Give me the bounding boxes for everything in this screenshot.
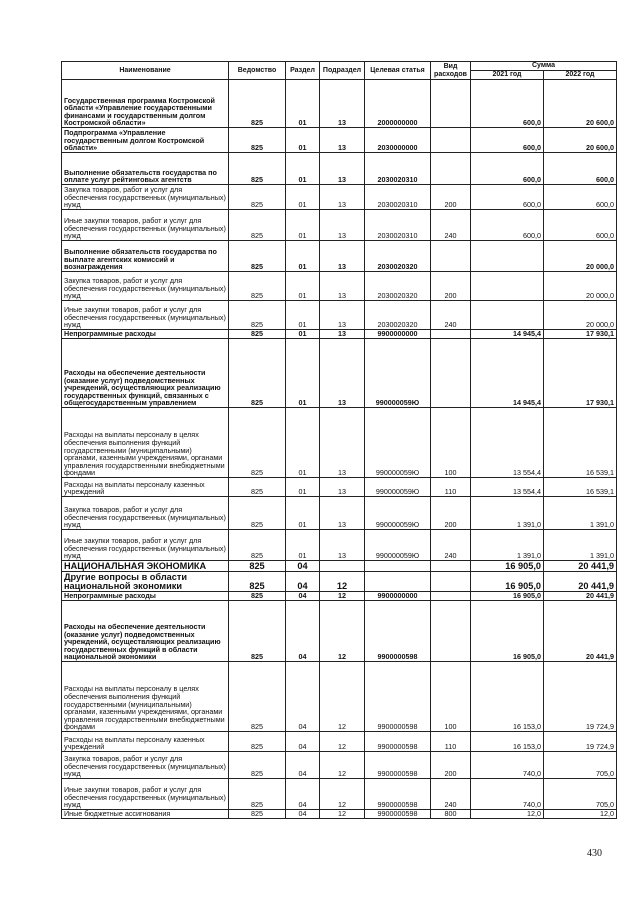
cell-dept: 825 <box>229 339 286 408</box>
cell-name: Иные закупки товаров, работ и услуг для обеспечения государственных (муниципальных) нужд <box>62 210 229 241</box>
cell-2022: 19 724,9 <box>544 662 617 732</box>
cell-target: 2030020320 <box>365 272 431 301</box>
cell-dept: 825 <box>229 210 286 241</box>
cell-dept: 825 <box>229 592 286 601</box>
table-row <box>62 185 617 210</box>
cell-2021: 14 945,4 <box>471 339 544 408</box>
cell-subsection: 12 <box>320 732 365 752</box>
cell-2021: 600,0 <box>471 210 544 241</box>
table-row <box>62 272 617 301</box>
cell-2021: 600,0 <box>471 153 544 185</box>
cell-2022: 1 391,0 <box>544 497 617 530</box>
cell-name: Иные закупки товаров, работ и услуг для обеспечения государственных (муниципальных) нужд <box>62 779 229 810</box>
cell-section: 04 <box>286 662 320 732</box>
cell-2021: 16 905,0 <box>471 592 544 601</box>
cell-name: Непрограммные расходы <box>62 592 229 601</box>
cell-subsection: 13 <box>320 185 365 210</box>
table-row <box>62 128 617 153</box>
cell-target: 9900000598 <box>365 601 431 662</box>
cell-target: 9900000598 <box>365 779 431 810</box>
cell-target: 9900000598 <box>365 732 431 752</box>
cell-section: 04 <box>286 572 320 592</box>
cell-type: 240 <box>431 301 471 330</box>
cell-section: 04 <box>286 561 320 572</box>
col-header-name: Наименование <box>62 62 229 80</box>
table-row <box>62 339 617 408</box>
table-row <box>62 80 617 128</box>
cell-dept: 825 <box>229 732 286 752</box>
cell-type: 240 <box>431 530 471 561</box>
cell-type <box>431 339 471 408</box>
cell-type: 100 <box>431 662 471 732</box>
cell-subsection: 13 <box>320 241 365 272</box>
cell-target: 2030000000 <box>365 128 431 153</box>
cell-subsection: 13 <box>320 408 365 478</box>
cell-target: 990000059Ю <box>365 339 431 408</box>
table-row <box>62 210 617 241</box>
cell-2021: 1 391,0 <box>471 497 544 530</box>
cell-target <box>365 572 431 592</box>
cell-name: Подпрограмма «Управление государственным долгом Костромской области» <box>62 128 229 153</box>
cell-name: Закупка товаров, работ и услуг для обеспечения государственных (муниципальных) нужд <box>62 272 229 301</box>
table-row <box>62 330 617 339</box>
cell-2022: 20 000,0 <box>544 241 617 272</box>
cell-type: 200 <box>431 752 471 779</box>
cell-target: 2000000000 <box>365 80 431 128</box>
cell-type <box>431 330 471 339</box>
table-body <box>62 80 617 819</box>
cell-target: 9900000000 <box>365 592 431 601</box>
cell-type: 100 <box>431 408 471 478</box>
budget-table-page <box>61 61 616 819</box>
cell-2021: 13 554,4 <box>471 408 544 478</box>
cell-subsection: 13 <box>320 530 365 561</box>
cell-section: 01 <box>286 80 320 128</box>
cell-type <box>431 80 471 128</box>
cell-type <box>431 572 471 592</box>
cell-section: 04 <box>286 601 320 662</box>
cell-2022: 20 441,9 <box>544 601 617 662</box>
cell-type <box>431 561 471 572</box>
table-row <box>62 752 617 779</box>
cell-subsection <box>320 561 365 572</box>
cell-dept: 825 <box>229 301 286 330</box>
cell-2021 <box>471 272 544 301</box>
col-header-2022: 2022 год <box>544 71 617 80</box>
col-header-target: Целевая статья <box>365 62 431 80</box>
table-row <box>62 810 617 819</box>
cell-target: 9900000000 <box>365 330 431 339</box>
cell-target: 990000059Ю <box>365 408 431 478</box>
cell-subsection: 12 <box>320 779 365 810</box>
cell-2021: 12,0 <box>471 810 544 819</box>
cell-type: 110 <box>431 478 471 497</box>
cell-section: 01 <box>286 210 320 241</box>
cell-name: Непрограммные расходы <box>62 330 229 339</box>
cell-section: 04 <box>286 810 320 819</box>
col-header-type: Вид расходов <box>431 62 471 80</box>
cell-name: Государственная программа Костромской области «Управление государственными финансами и государственным долгом Костромской области» <box>62 80 229 128</box>
cell-target: 2030020310 <box>365 185 431 210</box>
cell-subsection: 12 <box>320 662 365 732</box>
cell-name: Выполнение обязательств государства по выплате агентских комиссий и вознаграждения <box>62 241 229 272</box>
cell-name: Иные бюджетные ассигнования <box>62 810 229 819</box>
cell-2022: 17 930,1 <box>544 339 617 408</box>
cell-section: 01 <box>286 301 320 330</box>
cell-dept: 825 <box>229 408 286 478</box>
cell-name: Расходы на обеспечение деятельности (оказание услуг) подведомственных учреждений, осуществляющих реализацию государственных функций, связанных с общегосударственным управлением <box>62 339 229 408</box>
cell-target: 2030020310 <box>365 153 431 185</box>
cell-subsection: 13 <box>320 497 365 530</box>
cell-section: 04 <box>286 732 320 752</box>
cell-2022: 20 441,9 <box>544 572 617 592</box>
budget-table <box>61 61 617 819</box>
cell-dept: 825 <box>229 478 286 497</box>
cell-dept: 825 <box>229 779 286 810</box>
cell-dept: 825 <box>229 128 286 153</box>
cell-section: 01 <box>286 153 320 185</box>
cell-section: 01 <box>286 185 320 210</box>
cell-subsection: 13 <box>320 128 365 153</box>
cell-name: Закупка товаров, работ и услуг для обеспечения государственных (муниципальных) нужд <box>62 497 229 530</box>
cell-2021: 740,0 <box>471 779 544 810</box>
cell-2022: 20 600,0 <box>544 80 617 128</box>
cell-target: 9900000598 <box>365 810 431 819</box>
table-row <box>62 478 617 497</box>
col-header-dept: Ведомство <box>229 62 286 80</box>
cell-target: 9900000598 <box>365 752 431 779</box>
cell-target <box>365 561 431 572</box>
cell-name: Расходы на выплаты персоналу в целях обеспечения выполнения функций государственными (муниципальными) органами, казенными учреждениями, органами управления государственными внебюджетными фондами <box>62 408 229 478</box>
cell-2022: 705,0 <box>544 779 617 810</box>
cell-dept: 825 <box>229 497 286 530</box>
cell-2022: 600,0 <box>544 210 617 241</box>
cell-section: 01 <box>286 128 320 153</box>
table-row <box>62 153 617 185</box>
cell-2021: 14 945,4 <box>471 330 544 339</box>
cell-2022: 20 000,0 <box>544 272 617 301</box>
cell-2022: 16 539,1 <box>544 478 617 497</box>
cell-subsection: 12 <box>320 810 365 819</box>
cell-type: 200 <box>431 497 471 530</box>
table-row <box>62 497 617 530</box>
cell-2021: 16 905,0 <box>471 561 544 572</box>
cell-section: 01 <box>286 272 320 301</box>
cell-dept: 825 <box>229 662 286 732</box>
cell-2021 <box>471 241 544 272</box>
cell-target: 2030020320 <box>365 301 431 330</box>
cell-2021: 16 905,0 <box>471 572 544 592</box>
table-row <box>62 561 617 572</box>
cell-subsection: 13 <box>320 478 365 497</box>
cell-target: 2030020320 <box>365 241 431 272</box>
cell-type: 240 <box>431 210 471 241</box>
cell-name: Другие вопросы в области национальной экономики <box>62 572 229 592</box>
table-row <box>62 592 617 601</box>
col-header-section: Раздел <box>286 62 320 80</box>
cell-section: 01 <box>286 408 320 478</box>
cell-subsection: 13 <box>320 210 365 241</box>
cell-section: 04 <box>286 592 320 601</box>
table-row <box>62 732 617 752</box>
cell-2022: 600,0 <box>544 185 617 210</box>
cell-subsection: 13 <box>320 339 365 408</box>
cell-name: Расходы на выплаты персоналу казенных учреждений <box>62 478 229 497</box>
cell-name: Расходы на обеспечение деятельности (оказание услуг) подведомственных учреждений, осуществляющих реализацию государственных функций в области национальной экономики <box>62 601 229 662</box>
cell-2021 <box>471 301 544 330</box>
cell-name: Расходы на выплаты персоналу казенных учреждений <box>62 732 229 752</box>
cell-2022: 20 600,0 <box>544 128 617 153</box>
cell-type: 240 <box>431 779 471 810</box>
cell-2021: 740,0 <box>471 752 544 779</box>
cell-dept: 825 <box>229 752 286 779</box>
cell-section: 01 <box>286 339 320 408</box>
cell-target: 990000059Ю <box>365 497 431 530</box>
cell-2021: 600,0 <box>471 185 544 210</box>
cell-name: Иные закупки товаров, работ и услуг для обеспечения государственных (муниципальных) нужд <box>62 530 229 561</box>
cell-section: 01 <box>286 330 320 339</box>
cell-2021: 600,0 <box>471 80 544 128</box>
cell-dept: 825 <box>229 153 286 185</box>
cell-2022: 17 930,1 <box>544 330 617 339</box>
cell-name: Закупка товаров, работ и услуг для обеспечения государственных (муниципальных) нужд <box>62 185 229 210</box>
cell-2021: 16 905,0 <box>471 601 544 662</box>
cell-type: 200 <box>431 185 471 210</box>
cell-name: НАЦИОНАЛЬНАЯ ЭКОНОМИКА <box>62 561 229 572</box>
table-row <box>62 241 617 272</box>
cell-2022: 1 391,0 <box>544 530 617 561</box>
cell-target: 9900000598 <box>365 662 431 732</box>
table-row <box>62 779 617 810</box>
cell-2022: 600,0 <box>544 153 617 185</box>
cell-2021: 16 153,0 <box>471 662 544 732</box>
cell-dept: 825 <box>229 810 286 819</box>
cell-subsection: 13 <box>320 153 365 185</box>
cell-2021: 1 391,0 <box>471 530 544 561</box>
cell-dept: 825 <box>229 572 286 592</box>
cell-dept: 825 <box>229 601 286 662</box>
cell-section: 01 <box>286 478 320 497</box>
cell-dept: 825 <box>229 185 286 210</box>
cell-2022: 705,0 <box>544 752 617 779</box>
cell-section: 01 <box>286 241 320 272</box>
cell-2022: 19 724,9 <box>544 732 617 752</box>
page-number: 430 <box>587 848 602 859</box>
cell-subsection: 12 <box>320 572 365 592</box>
cell-dept: 825 <box>229 330 286 339</box>
cell-type: 110 <box>431 732 471 752</box>
cell-2022: 20 441,9 <box>544 592 617 601</box>
cell-subsection: 12 <box>320 752 365 779</box>
cell-section: 04 <box>286 779 320 810</box>
table-row <box>62 662 617 732</box>
cell-section: 01 <box>286 497 320 530</box>
cell-target: 990000059Ю <box>365 530 431 561</box>
cell-name: Выполнение обязательств государства по оплате услуг рейтинговых агентств <box>62 153 229 185</box>
cell-subsection: 13 <box>320 272 365 301</box>
col-header-2021: 2021 год <box>471 71 544 80</box>
cell-2021: 600,0 <box>471 128 544 153</box>
cell-target: 2030020310 <box>365 210 431 241</box>
cell-name: Иные закупки товаров, работ и услуг для обеспечения государственных (муниципальных) нужд <box>62 301 229 330</box>
cell-subsection: 12 <box>320 601 365 662</box>
cell-name: Расходы на выплаты персоналу в целях обеспечения выполнения функций государственными (муниципальными) органами, казенными учреждениями, органами управления государственными внебюджетными фондами <box>62 662 229 732</box>
table-row <box>62 408 617 478</box>
cell-dept: 825 <box>229 80 286 128</box>
cell-type <box>431 241 471 272</box>
cell-target: 990000059Ю <box>365 478 431 497</box>
cell-dept: 825 <box>229 561 286 572</box>
cell-subsection: 13 <box>320 80 365 128</box>
cell-type: 800 <box>431 810 471 819</box>
cell-type <box>431 592 471 601</box>
cell-2022: 16 539,1 <box>544 408 617 478</box>
cell-section: 01 <box>286 530 320 561</box>
col-header-subsection: Подраздел <box>320 62 365 80</box>
cell-dept: 825 <box>229 272 286 301</box>
cell-subsection: 13 <box>320 330 365 339</box>
table-row <box>62 601 617 662</box>
cell-type <box>431 601 471 662</box>
cell-2022: 20 441,9 <box>544 561 617 572</box>
cell-2022: 12,0 <box>544 810 617 819</box>
cell-subsection: 12 <box>320 592 365 601</box>
cell-type <box>431 153 471 185</box>
cell-2022: 20 000,0 <box>544 301 617 330</box>
table-row <box>62 572 617 592</box>
table-row <box>62 530 617 561</box>
cell-2021: 16 153,0 <box>471 732 544 752</box>
table-row <box>62 301 617 330</box>
cell-type: 200 <box>431 272 471 301</box>
cell-dept: 825 <box>229 241 286 272</box>
cell-section: 04 <box>286 752 320 779</box>
cell-subsection: 13 <box>320 301 365 330</box>
col-header-sum: Сумма <box>471 62 617 71</box>
cell-name: Закупка товаров, работ и услуг для обеспечения государственных (муниципальных) нужд <box>62 752 229 779</box>
cell-dept: 825 <box>229 530 286 561</box>
cell-type <box>431 128 471 153</box>
cell-2021: 13 554,4 <box>471 478 544 497</box>
